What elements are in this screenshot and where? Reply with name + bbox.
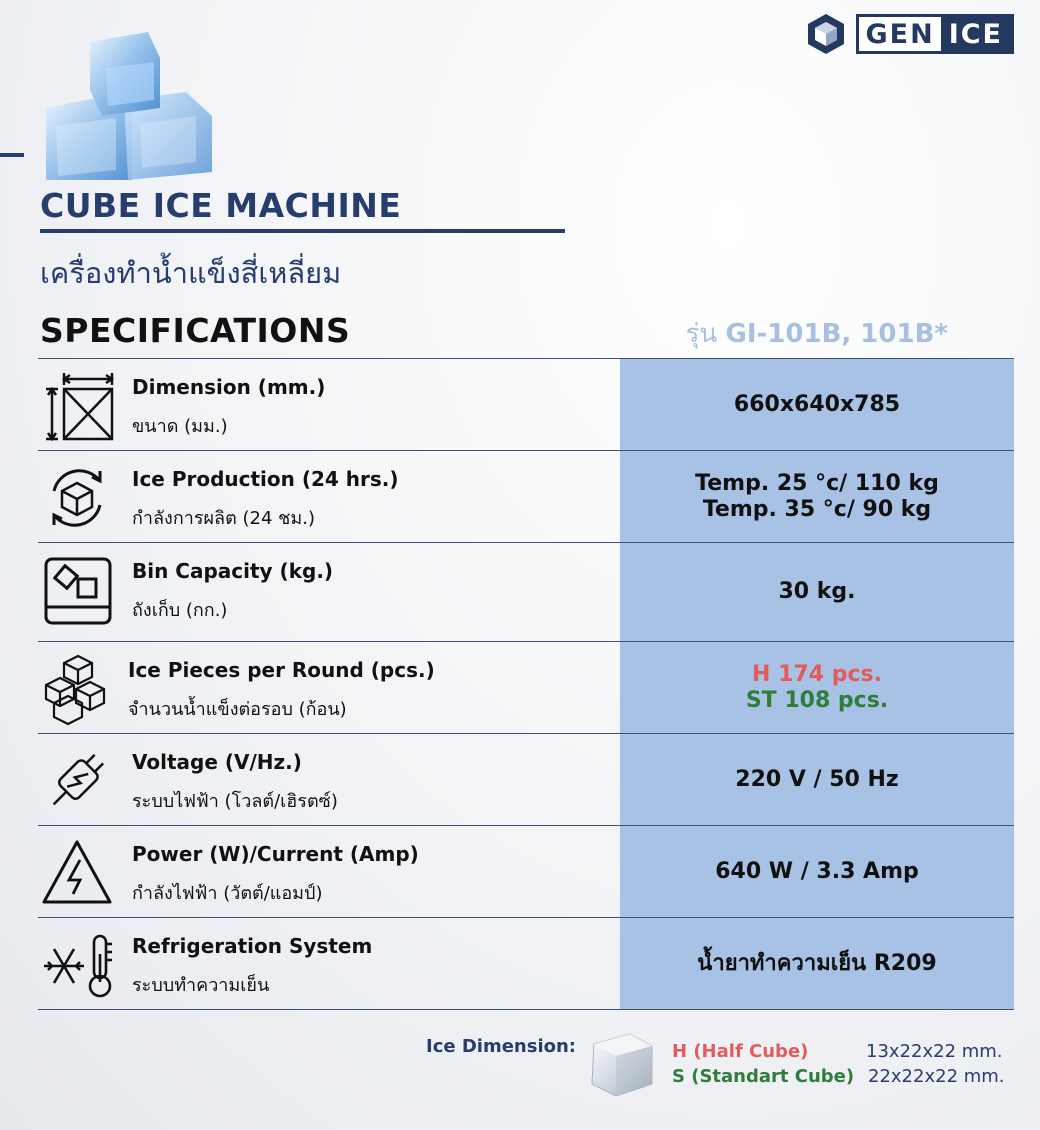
spec-label: Ice Pieces per Round (pcs.) [128, 658, 435, 682]
spec-value-standard: ST 108 pcs. [745, 687, 889, 713]
bin-icon [40, 553, 114, 627]
spec-value-cell [620, 451, 1014, 542]
spec-value: 660x640x785 [733, 391, 901, 417]
spec-value-cell [620, 543, 1014, 641]
spec-value: Temp. 35 °c/ 90 kg [702, 496, 932, 522]
spec-label-thai: ขนาด (มม.) [132, 416, 228, 437]
spec-label: Dimension (mm.) [132, 375, 326, 399]
spec-label: Refrigeration System [132, 934, 373, 958]
table-row [38, 733, 1014, 825]
ice-cubes-image [36, 30, 216, 180]
specifications-heading: SPECIFICATIONS [40, 311, 351, 350]
spec-label: Power (W)/Current (Amp) [132, 842, 419, 866]
title-underline [40, 229, 565, 233]
specifications-table [38, 358, 1014, 1010]
spec-label: Bin Capacity (kg.) [132, 559, 334, 583]
table-row [38, 825, 1014, 917]
dimension-icon [40, 369, 114, 443]
spec-value: น้ำยาทำความเย็น R209 [697, 950, 937, 976]
model-prefix: รุ่น [685, 319, 718, 349]
spec-value-cell [620, 826, 1014, 917]
genice-logo [806, 12, 1014, 56]
cubes-icon [40, 652, 114, 726]
model-label [685, 313, 948, 354]
logo-gen-text: GEN [865, 18, 935, 50]
spec-value-cell [620, 642, 1014, 733]
table-row [38, 917, 1014, 1010]
spec-value-half: H 174 pcs. [752, 661, 882, 687]
left-accent-bar [0, 153, 24, 157]
spec-label-thai: ระบบทำความเย็น [132, 975, 270, 996]
power-warning-icon [40, 836, 114, 910]
spec-value-cell [620, 734, 1014, 825]
spec-value: 220 V / 50 Hz [735, 766, 899, 792]
page-title: CUBE ICE MACHINE [40, 186, 402, 225]
ice-cube-image [586, 1030, 656, 1098]
half-cube-label: H (Half Cube) [672, 1041, 809, 1062]
ice-dimension-label: Ice Dimension: [426, 1036, 576, 1057]
spec-label-thai: ระบบไฟฟ้า (โวลต์/เฮิรตซ์) [132, 791, 338, 812]
spec-label-thai: กำลังไฟฟ้า (วัตต์/แอมป์) [132, 883, 323, 904]
snowflake-thermometer-icon [40, 928, 114, 1002]
spec-label-thai: จำนวนน้ำแข็งต่อรอบ (ก้อน) [128, 699, 347, 720]
spec-label-thai: ถังเก็บ (กก.) [132, 600, 228, 621]
spec-value: Temp. 25 °c/ 110 kg [695, 470, 939, 496]
table-row [38, 450, 1014, 542]
table-row [38, 542, 1014, 641]
hexagon-cube-logo-icon [806, 12, 846, 56]
spec-value-cell [620, 359, 1014, 450]
plug-icon [40, 744, 114, 818]
page-subtitle-thai: เครื่องทำน้ำแข็งสี่เหลี่ยม [40, 256, 342, 290]
spec-label: Voltage (V/Hz.) [132, 750, 302, 774]
spec-value: 30 kg. [778, 579, 856, 604]
spec-value: 640 W / 3.3 Amp [715, 858, 919, 884]
spec-value-cell [620, 918, 1014, 1009]
standard-cube-dimension: 22x22x22 mm. [868, 1066, 1005, 1087]
model-number: GI-101B, 101B* [725, 319, 948, 349]
spec-label: Ice Production (24 hrs.) [132, 467, 399, 491]
standard-cube-label: S (Standart Cube) [672, 1066, 855, 1087]
table-row [38, 641, 1014, 733]
table-row [38, 358, 1014, 450]
logo-ice-text: ICE [941, 17, 1011, 51]
spec-label-thai: กำลังการผลิต (24 ชม.) [132, 508, 315, 529]
ice-production-icon [40, 461, 114, 535]
half-cube-dimension: 13x22x22 mm. [866, 1041, 1003, 1062]
